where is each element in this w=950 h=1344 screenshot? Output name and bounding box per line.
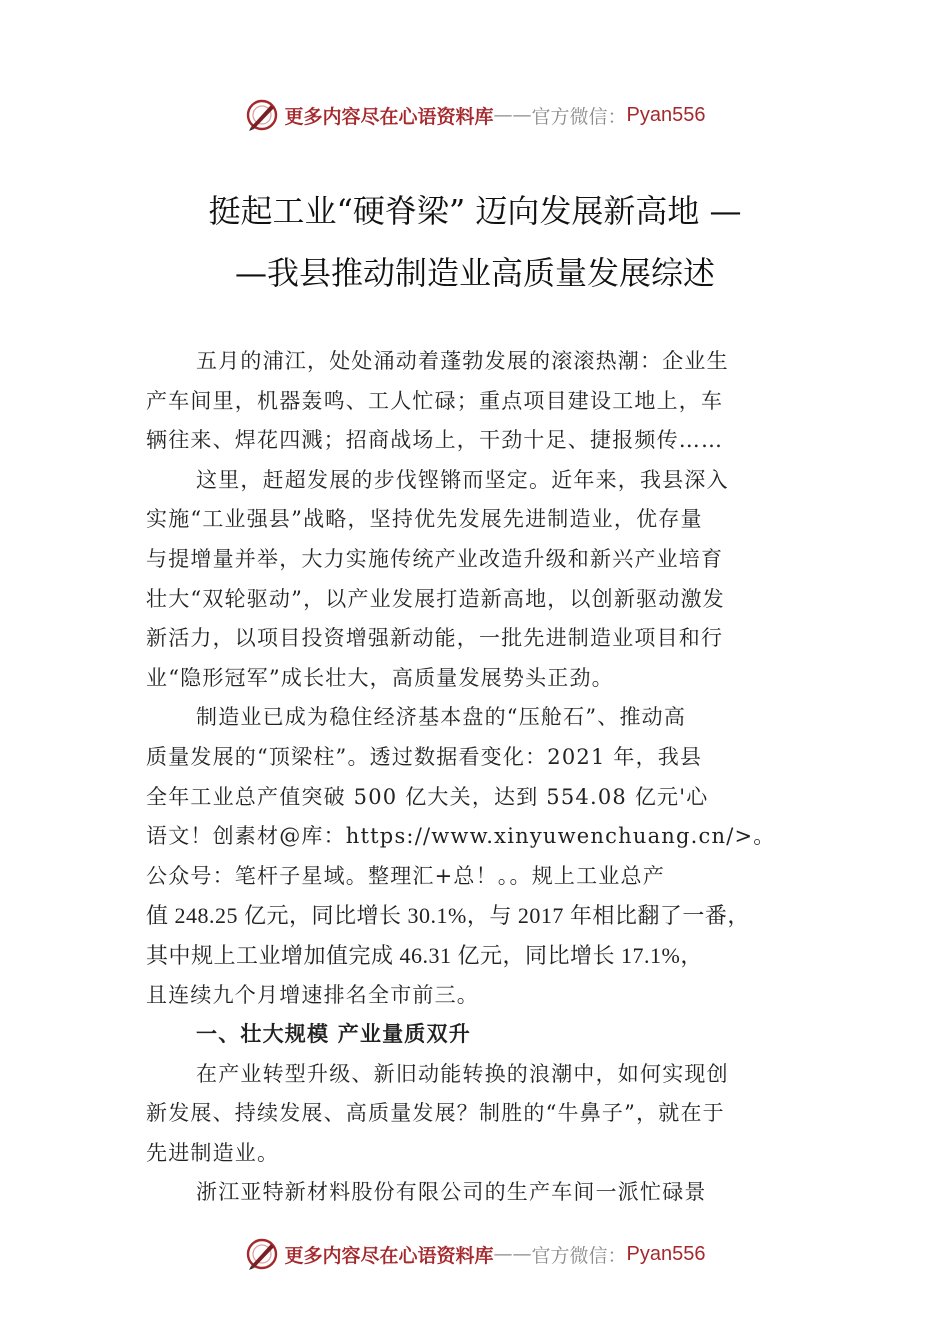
banner-brand-text: 更多内容尽在心语资料库 [284, 105, 494, 128]
footer-banner [0, 1234, 950, 1274]
text-line: 语文！创素材@库：https://www.xinyuwenchuang.cn/>。 [146, 824, 776, 849]
pen-seal-icon [245, 98, 279, 132]
text-line: 且连续九个月增速排名全市前三。 [146, 982, 479, 1007]
title-line-1: 挺起工业“硬脊梁” 迈向发展新高地 — [208, 192, 742, 230]
paragraph-1 [146, 342, 808, 461]
text-line: 在产业转型升级、新旧动能转换的浪潮中，如何实现创 [196, 1061, 729, 1086]
banner-wechat-id: Pyan556 [626, 1242, 706, 1265]
text-line: 与提增量并举，大力实施传统产业改造升级和新兴产业培育 [146, 546, 724, 571]
text-line: 五月的浦江，处处涌动着蓬勃发展的滚滚热潮：企业生 [196, 349, 729, 373]
header-banner [0, 95, 950, 135]
text-line: 壮大“双轮驱动”，以产业发展打造新高地，以创新驱动激发 [146, 586, 725, 611]
banner-brand-text: 更多内容尽在心语资料库 [284, 1244, 494, 1267]
text-line: 新活力，以项目投资增强新动能，一批先进制造业项目和行 [146, 626, 724, 651]
text-line: 先进制造业。 [146, 1140, 280, 1165]
text-line: 浙江亚特新材料股份有限公司的生产车间一派忙碌景 [196, 1180, 707, 1205]
banner-wechat-label: 官方微信： [531, 1244, 627, 1267]
text-line: 实施“工业强县”战略，坚持优先发展先进制造业，优存量 [146, 507, 703, 532]
text-line: 其中规上工业增加值完成 46.31 亿元，同比增长 17.1%， [146, 942, 703, 968]
paragraph-3 [146, 698, 808, 1015]
text-line: 质量发展的“顶梁柱”。透过数据看变化：2021 年，我县 [146, 744, 703, 769]
banner-separator: —— [493, 1243, 532, 1265]
paragraph-4 [146, 1055, 808, 1174]
paragraph-2 [146, 461, 808, 699]
banner-wechat-id: Pyan556 [626, 103, 706, 126]
text-line: 辆往来、焊花四溅；招商战场上，干劲十足、捷报频传…… [146, 428, 724, 453]
paragraph-5 [146, 1173, 808, 1213]
text-line: 产车间里，机器轰鸣、工人忙碌；重点项目建设工地上，车 [146, 388, 724, 413]
text-line: 业“隐形冠军”成长壮大，高质量发展势头正劲。 [146, 665, 614, 690]
text-line: 新发展、持续发展、高质量发展？制胜的“牛鼻子”，就在于 [146, 1101, 725, 1126]
text-line: 这里，赶超发展的步伐铿锵而坚定。近年来，我县深入 [196, 467, 729, 492]
text-line: 公众号：笔杆子星域。整理汇+总！。。规上工业总产 [146, 863, 665, 888]
section-heading: 一、壮大规模 产业量质双升 [196, 1022, 471, 1047]
text-line: 值 248.25 亿元，同比增长 30.1%，与 2017 年相比翻了一番， [146, 903, 750, 929]
article-body [146, 342, 808, 1213]
title-line-2: —我县推动制造业高质量发展综述 [234, 254, 715, 292]
document-title [0, 180, 950, 304]
text-line: 全年工业总产值突破 500 亿大关，达到 554.08 亿元'心 [146, 784, 709, 809]
text-line: 制造业已成为稳住经济基本盘的“压舱石”、推动高 [196, 705, 687, 730]
pen-seal-icon [245, 1237, 279, 1271]
banner-separator: —— [493, 104, 532, 126]
banner-wechat-label: 官方微信： [531, 105, 627, 128]
